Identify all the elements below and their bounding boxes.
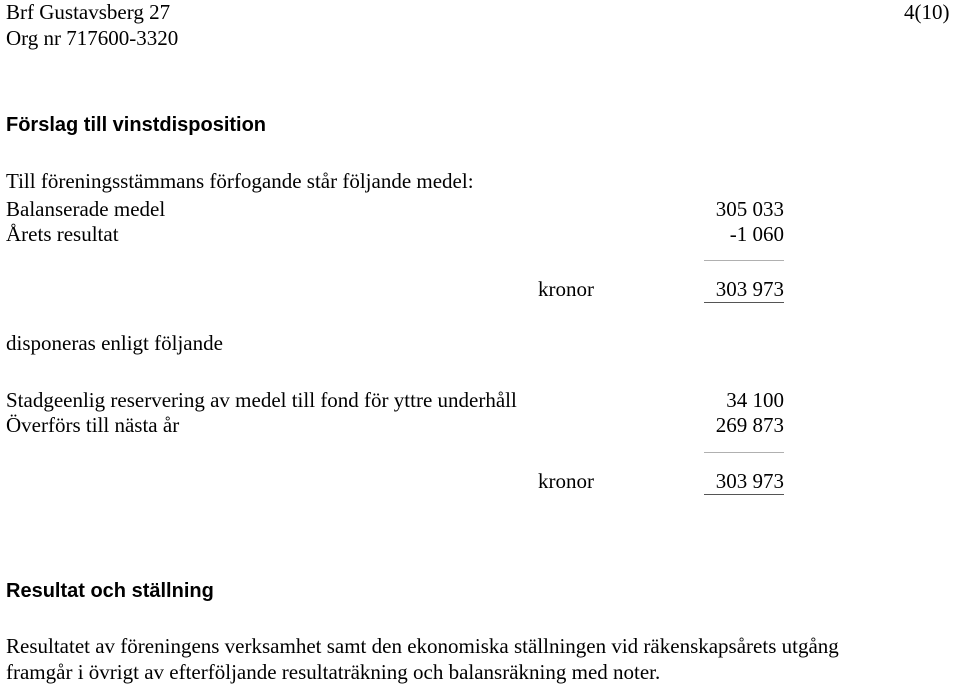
disposition-intro: Till föreningsstämmans förfogande står följande medel: bbox=[6, 169, 474, 193]
available-item-label: Årets resultat bbox=[6, 222, 119, 246]
section-title-disposition: Förslag till vinstdisposition bbox=[6, 114, 267, 136]
allocation-item-amount: 34 100 bbox=[726, 388, 784, 412]
results-text-line: Resultatet av föreningens verksamhet samt den ekonomiska ställningen vid räkenskapsårets utgång bbox=[6, 634, 839, 658]
page-indicator: 4(10) bbox=[904, 0, 950, 24]
available-item-amount: 305 033 bbox=[715, 197, 784, 221]
section-title-results: Resultat och ställning bbox=[6, 580, 214, 602]
total-underline bbox=[704, 302, 784, 303]
allocation-item-label: Överförs till nästa år bbox=[6, 413, 180, 437]
available-total-amount: 303 973 bbox=[715, 277, 784, 301]
org-number: Org nr 717600-3320 bbox=[6, 26, 179, 50]
allocation-item-label: Stadgeenlig reservering av medel till fond för yttre underhåll bbox=[6, 388, 517, 412]
allocation-total-label: kronor bbox=[538, 469, 594, 493]
org-name: Brf Gustavsberg 27 bbox=[6, 0, 171, 24]
sum-rule bbox=[704, 452, 784, 453]
allocation-item-amount: 269 873 bbox=[715, 413, 784, 437]
allocation-total-amount: 303 973 bbox=[715, 469, 784, 493]
available-total-label: kronor bbox=[538, 277, 594, 301]
total-underline bbox=[704, 494, 784, 495]
sum-rule bbox=[704, 260, 784, 261]
allocation-intro: disponeras enligt följande bbox=[6, 331, 223, 355]
results-text-line: framgår i övrigt av efterföljande resultaträkning och balansräkning med noter. bbox=[6, 660, 661, 684]
available-item-label: Balanserade medel bbox=[6, 197, 166, 221]
available-item-amount: -1 060 bbox=[729, 222, 784, 246]
